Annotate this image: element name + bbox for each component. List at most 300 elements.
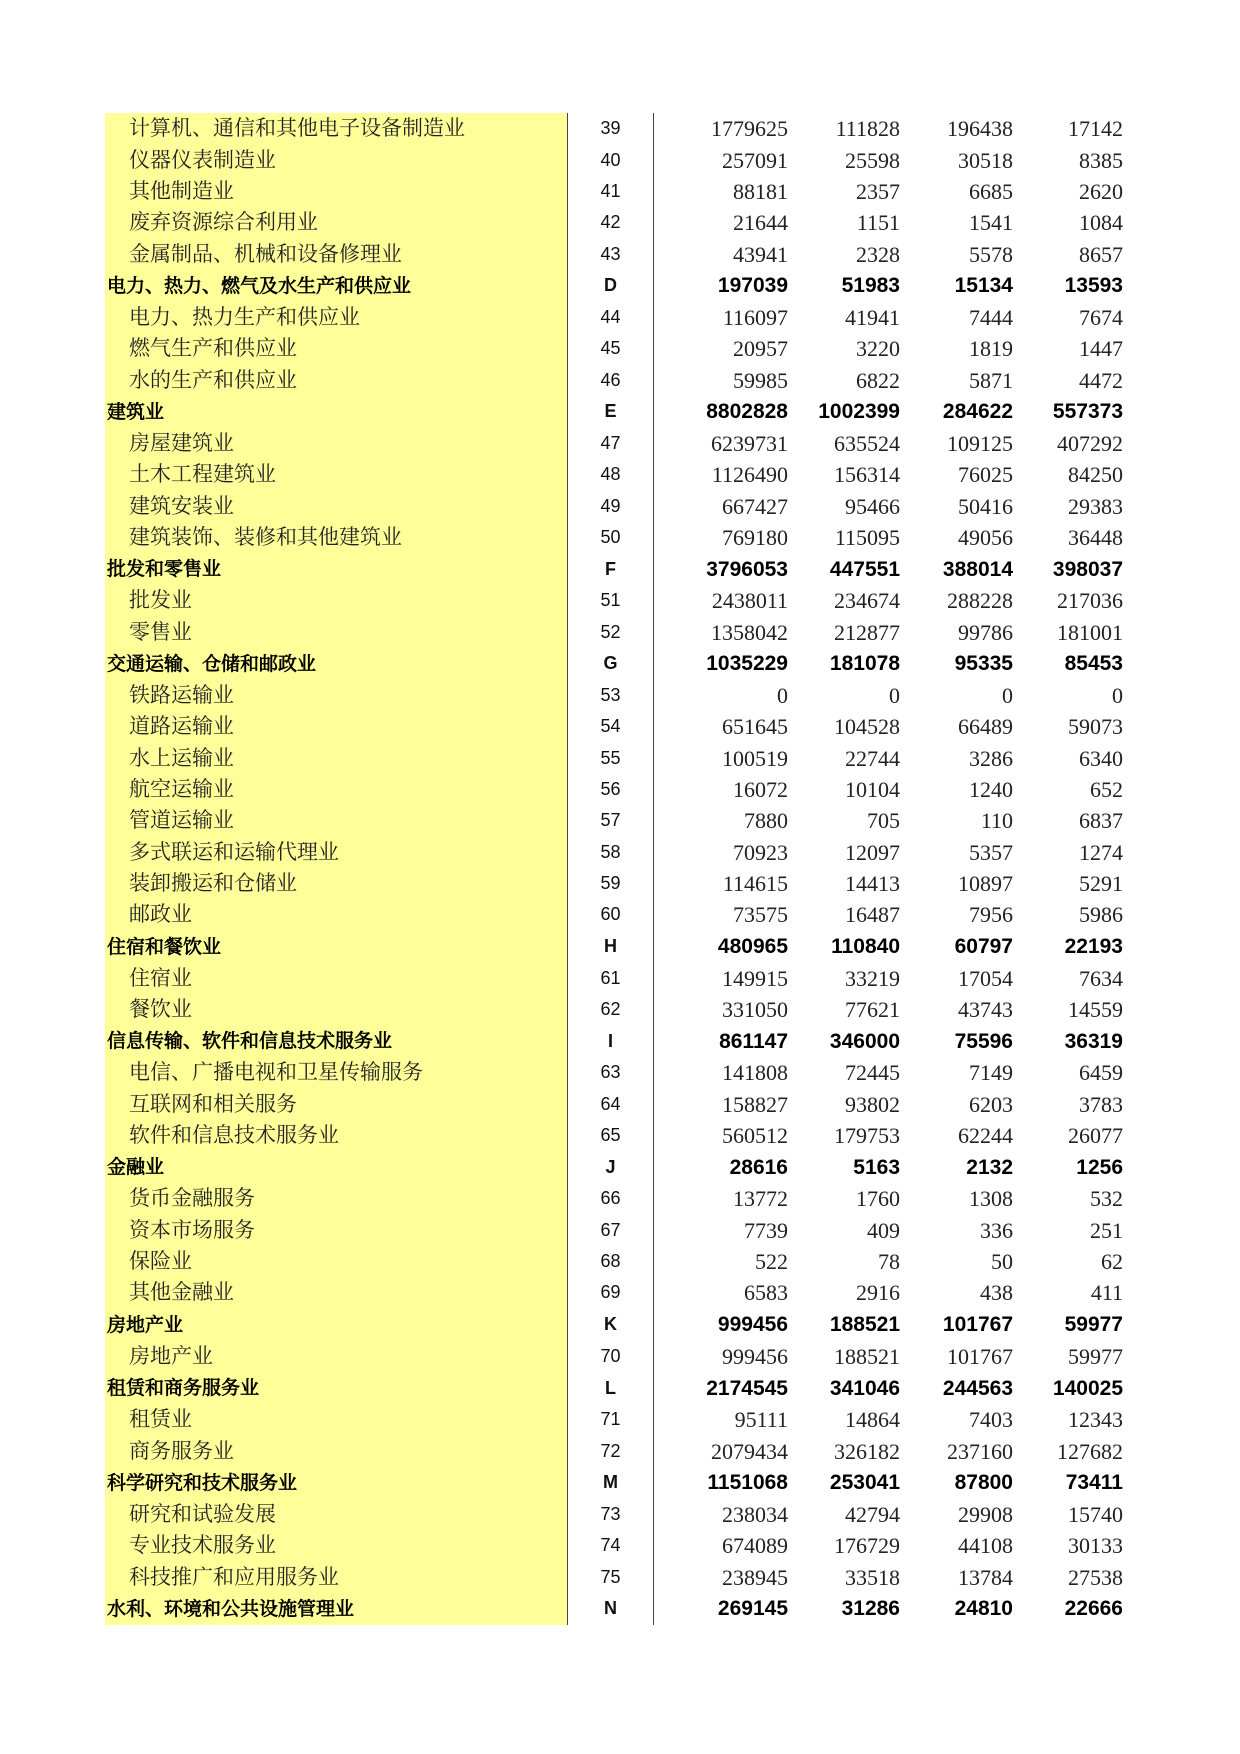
table-row [105,1499,1123,1530]
value-cell-col1: 16072 [733,777,788,803]
industry-code: K [568,1309,654,1341]
value-cell-col1: 141808 [722,1060,788,1086]
industry-name: 水上运输业 [129,745,234,770]
value-cell-col1: 651645 [722,714,788,740]
value-cell-col2: 111828 [835,116,900,142]
table-row [105,711,1123,742]
table-row [105,176,1123,207]
value-cell-col4: 652 [1090,777,1123,803]
industry-name: 航空运输业 [129,777,234,802]
industry-code: 56 [568,774,654,805]
table-row [105,1277,1123,1308]
value-cell-col2: 2328 [856,241,900,267]
industry-name-cell [105,1435,568,1466]
industry-name-cell [105,774,568,805]
industry-name-cell [105,522,568,553]
value-cell-col2: 326182 [834,1438,900,1464]
section-name: 住宿和餐饮业 [107,935,222,958]
section-name: 水利、环境和公共设施管理业 [107,1597,355,1620]
industry-name-cell [105,1057,568,1088]
value-cell-col2: 156314 [834,462,900,488]
value-cell-col4: 12343 [1068,1407,1123,1433]
table-row [105,207,1123,238]
industry-code: 74 [568,1530,654,1561]
table-row [105,837,1123,868]
value-cell-col4: 398037 [1052,557,1123,581]
value-cell-col2: 12097 [845,839,900,865]
industry-name-cell [105,994,568,1025]
table-row [105,113,1123,144]
section-name: 电力、热力、燃气及水生产和供应业 [107,274,412,297]
value-cell-col3: 101767 [947,1343,1013,1369]
industry-statistics-table [105,113,1123,1625]
value-cell-col3: 0 [1002,682,1013,708]
section-name: 建筑业 [107,400,165,423]
value-cell-col3: 5357 [969,839,1013,865]
value-cell-col1: 28616 [729,1155,788,1179]
value-cell-col3: 3286 [969,745,1013,771]
industry-name-cell [105,805,568,836]
industry-code: 65 [568,1120,654,1151]
value-cell-col4: 0 [1112,682,1123,708]
value-cell-col3: 109125 [947,430,1013,456]
industry-name: 金属制品、机械和设备修理业 [129,241,402,266]
industry-code: 73 [568,1499,654,1530]
industry-code: 55 [568,743,654,774]
value-cell-col4: 181001 [1057,619,1123,645]
value-cell-col3: 196438 [947,116,1013,142]
table-row [105,1530,1123,1561]
value-cell-col4: 30133 [1068,1533,1123,1559]
value-cell-col2: 346000 [829,1029,900,1053]
industry-name-cell [105,1277,568,1308]
value-cell-col1: 2438011 [711,588,788,614]
value-cell-col2: 25598 [845,147,900,173]
industry-name-cell [105,1593,568,1625]
value-cell-col3: 66489 [958,714,1013,740]
value-cell-col4: 3783 [1079,1091,1123,1117]
value-cell-col3: 87800 [954,1471,1013,1495]
industry-code: 71 [568,1404,654,1435]
industry-name-cell [105,270,568,302]
value-cell-col3: 336 [980,1217,1013,1243]
value-cell-col3: 76025 [958,462,1013,488]
table-row [105,585,1123,616]
industry-name-cell [105,333,568,364]
industry-name-cell [105,1246,568,1277]
industry-code: 51 [568,585,654,616]
value-cell-col2: 1151 [856,210,900,236]
value-cell-col2: 110840 [831,935,900,959]
value-cell-col3: 7403 [969,1407,1013,1433]
value-cell-col3: 49056 [958,524,1013,550]
value-cell-col4: 15740 [1068,1501,1123,1527]
value-cell-col1: 257091 [722,147,788,173]
value-cell-col3: 1541 [969,210,1013,236]
value-cell-col3: 95335 [954,652,1013,676]
industry-name-cell [105,648,568,680]
value-cell-col4: 6340 [1079,745,1123,771]
value-cell-col2: 188521 [834,1343,900,1369]
industry-name: 其他金融业 [129,1280,234,1305]
industry-code: 66 [568,1183,654,1214]
value-cell-col2: 0 [889,682,900,708]
industry-name-cell [105,1341,568,1372]
value-cell-col3: 5578 [969,241,1013,267]
industry-code: G [568,648,654,680]
table-row [105,1404,1123,1435]
value-cell-col1: 769180 [722,524,788,550]
industry-name-cell [105,1404,568,1435]
value-cell-col2: 33518 [845,1564,900,1590]
value-cell-col4: 22193 [1064,935,1123,959]
industry-name: 燃气生产和供应业 [129,336,297,361]
industry-name: 资本市场服务 [129,1217,255,1242]
value-cell-col4: 26077 [1068,1123,1123,1149]
industry-name-cell [105,1151,568,1183]
industry-name: 餐饮业 [129,997,192,1022]
value-cell-col2: 341046 [829,1376,900,1400]
value-cell-col3: 50416 [958,493,1013,519]
section-row [105,1309,1123,1341]
value-cell-col4: 1274 [1079,839,1123,865]
industry-name-cell [105,1183,568,1214]
industry-name-cell [105,113,568,144]
value-cell-col2: 14413 [845,871,900,897]
industry-name: 其他制造业 [129,178,234,203]
value-cell-col1: 480965 [717,935,788,959]
table-row [105,680,1123,711]
industry-name-cell [105,743,568,774]
table-row [105,522,1123,553]
industry-code: 53 [568,680,654,711]
value-cell-col1: 43941 [733,241,788,267]
section-row [105,648,1123,680]
industry-code: 64 [568,1089,654,1120]
section-row [105,1372,1123,1404]
value-cell-col3: 15134 [954,274,1013,298]
value-cell-col3: 44108 [958,1533,1013,1559]
value-cell-col4: 36319 [1064,1029,1123,1053]
industry-name-cell [105,396,568,428]
value-cell-col1: 2174545 [706,1376,788,1400]
value-cell-col4: 27538 [1068,1564,1123,1590]
value-cell-col1: 70923 [733,839,788,865]
value-cell-col3: 7149 [969,1060,1013,1086]
industry-name-cell [105,1530,568,1561]
industry-name-cell [105,711,568,742]
value-cell-col3: 284622 [942,400,1013,424]
value-cell-col4: 59977 [1068,1343,1123,1369]
industry-code: M [568,1467,654,1499]
value-cell-col1: 20957 [733,336,788,362]
value-cell-col4: 140025 [1052,1376,1123,1400]
value-cell-col1: 100519 [722,745,788,771]
value-cell-col1: 7739 [744,1217,788,1243]
value-cell-col3: 60797 [954,935,1013,959]
industry-name-cell [105,302,568,333]
value-cell-col2: 176729 [834,1533,900,1559]
value-cell-col1: 158827 [722,1091,788,1117]
value-cell-col4: 411 [1090,1280,1123,1306]
table-row [105,1215,1123,1246]
industry-name-cell [105,1372,568,1404]
value-cell-col1: 1126490 [711,462,788,488]
value-cell-col2: 93802 [845,1091,900,1117]
industry-code: 57 [568,805,654,836]
industry-name: 土木工程建筑业 [129,462,276,487]
value-cell-col1: 861147 [719,1029,788,1053]
value-cell-col3: 6203 [969,1091,1013,1117]
value-cell-col2: 635524 [834,430,900,456]
value-cell-col1: 7880 [744,808,788,834]
industry-name-cell [105,364,568,395]
value-cell-col2: 188521 [829,1313,900,1337]
value-cell-col4: 1447 [1079,336,1123,362]
table-row [105,805,1123,836]
industry-name-cell [105,1561,568,1592]
industry-code: 69 [568,1277,654,1308]
value-cell-col3: 1308 [969,1186,1013,1212]
industry-name: 邮政业 [129,902,192,927]
value-cell-col3: 29908 [958,1501,1013,1527]
industry-name-cell [105,490,568,521]
industry-name-cell [105,899,568,930]
industry-code: 43 [568,238,654,269]
industry-name: 住宿业 [129,965,192,990]
table-row [105,616,1123,647]
industry-code: 50 [568,522,654,553]
value-cell-col2: 115095 [834,524,900,550]
value-cell-col2: 2916 [856,1280,900,1306]
value-cell-col4: 127682 [1057,1438,1123,1464]
table-row [105,899,1123,930]
value-cell-col4: 5986 [1079,902,1123,928]
table-row [105,963,1123,994]
industry-code: 75 [568,1561,654,1592]
value-cell-col4: 13593 [1064,274,1123,298]
industry-name: 管道运输业 [129,808,234,833]
industry-code: 49 [568,490,654,521]
value-cell-col4: 6837 [1079,808,1123,834]
industry-code: I [568,1025,654,1057]
value-cell-col4: 1084 [1079,210,1123,236]
industry-name-cell [105,1467,568,1499]
industry-code: 59 [568,868,654,899]
industry-name-cell [105,616,568,647]
value-cell-col2: 212877 [834,619,900,645]
value-cell-col2: 78 [878,1249,900,1275]
industry-code: 67 [568,1215,654,1246]
value-cell-col4: 59073 [1068,714,1123,740]
value-cell-col4: 84250 [1068,462,1123,488]
industry-code: 70 [568,1341,654,1372]
value-cell-col3: 1819 [969,336,1013,362]
value-cell-col3: 10897 [958,871,1013,897]
value-cell-col1: 73575 [733,902,788,928]
value-cell-col2: 409 [867,1217,900,1243]
industry-code: H [568,931,654,963]
industry-code: 61 [568,963,654,994]
value-cell-col4: 2620 [1079,178,1123,204]
industry-name: 租赁业 [129,1407,192,1432]
section-row [105,553,1123,585]
table-row [105,1561,1123,1592]
industry-name: 软件和信息技术服务业 [129,1123,339,1148]
industry-name: 计算机、通信和其他电子设备制造业 [129,116,465,141]
industry-code: 41 [568,176,654,207]
value-cell-col1: 6239731 [711,430,788,456]
industry-code: 39 [568,113,654,144]
value-cell-col1: 269145 [717,1597,788,1621]
value-cell-col3: 17054 [958,965,1013,991]
value-cell-col2: 705 [867,808,900,834]
industry-code: 40 [568,144,654,175]
value-cell-col4: 217036 [1057,588,1123,614]
industry-code: L [568,1372,654,1404]
value-cell-col3: 388014 [942,557,1013,581]
value-cell-col4: 36448 [1068,524,1123,550]
value-cell-col3: 2132 [966,1155,1013,1179]
value-cell-col1: 13772 [733,1186,788,1212]
section-name: 房地产业 [107,1313,184,1336]
value-cell-col4: 557373 [1052,400,1123,424]
value-cell-col4: 59977 [1064,1313,1123,1337]
value-cell-col3: 62244 [958,1123,1013,1149]
value-cell-col4: 6459 [1079,1060,1123,1086]
value-cell-col1: 2079434 [711,1438,788,1464]
value-cell-col1: 116097 [722,304,788,330]
industry-name-cell [105,553,568,585]
value-cell-col2: 16487 [845,902,900,928]
industry-name-cell [105,1089,568,1120]
section-row [105,1025,1123,1057]
value-cell-col1: 21644 [733,210,788,236]
industry-name-cell [105,1120,568,1151]
value-cell-col3: 438 [980,1280,1013,1306]
value-cell-col1: 238945 [722,1564,788,1590]
value-cell-col4: 22666 [1064,1597,1123,1621]
table-row [105,774,1123,805]
value-cell-col1: 674089 [722,1533,788,1559]
value-cell-col3: 101767 [942,1313,1013,1337]
section-name: 租赁和商务服务业 [107,1377,260,1399]
table-row [105,144,1123,175]
value-cell-col1: 0 [777,682,788,708]
value-cell-col1: 667427 [722,493,788,519]
table-row [105,238,1123,269]
value-cell-col1: 114615 [722,871,788,897]
table-row [105,1246,1123,1277]
section-name: 批发和零售业 [107,558,222,581]
value-cell-col2: 104528 [834,714,900,740]
industry-name-cell [105,144,568,175]
industry-name-cell [105,680,568,711]
industry-name-cell [105,868,568,899]
industry-name-cell [105,238,568,269]
value-cell-col1: 95111 [734,1407,788,1433]
value-cell-col3: 237160 [947,1438,1013,1464]
table-row [105,364,1123,395]
industry-name: 装卸搬运和仓储业 [129,871,297,896]
value-cell-col3: 50 [991,1249,1013,1275]
industry-name: 房屋建筑业 [129,430,234,455]
value-cell-col1: 522 [755,1249,788,1275]
industry-code: N [568,1593,654,1625]
value-cell-col4: 251 [1090,1217,1123,1243]
value-cell-col1: 1151068 [707,1471,788,1495]
value-cell-col1: 6583 [744,1280,788,1306]
value-cell-col1: 88181 [733,178,788,204]
value-cell-col3: 7956 [969,902,1013,928]
industry-name: 房地产业 [129,1343,213,1368]
industry-name-cell [105,837,568,868]
value-cell-col2: 33219 [845,965,900,991]
industry-name: 专业技术服务业 [129,1533,276,1558]
value-cell-col2: 253041 [829,1471,900,1495]
industry-name: 研究和试验发展 [129,1501,276,1526]
table-row [105,1341,1123,1372]
industry-name-cell [105,931,568,963]
value-cell-col4: 5291 [1079,871,1123,897]
industry-name: 水的生产和供应业 [129,367,297,392]
value-cell-col3: 24810 [954,1597,1013,1621]
industry-code: 58 [568,837,654,868]
value-cell-col4: 29383 [1068,493,1123,519]
table-row [105,459,1123,490]
industry-code: 42 [568,207,654,238]
value-cell-col1: 59985 [733,367,788,393]
value-cell-col2: 22744 [845,745,900,771]
value-cell-col4: 17142 [1068,116,1123,142]
industry-name: 建筑装饰、装修和其他建筑业 [129,524,402,549]
value-cell-col4: 532 [1090,1186,1123,1212]
value-cell-col4: 85453 [1064,652,1123,676]
section-name: 交通运输、仓储和邮政业 [107,652,317,675]
industry-name: 货币金融服务 [129,1186,255,1211]
industry-name: 互联网和相关服务 [129,1091,297,1116]
section-row [105,1467,1123,1499]
value-cell-col2: 5163 [853,1155,900,1179]
value-cell-col1: 197039 [717,274,788,298]
value-cell-col2: 10104 [845,777,900,803]
value-cell-col4: 1256 [1076,1155,1123,1179]
section-row [105,931,1123,963]
industry-name-cell [105,963,568,994]
value-cell-col3: 244563 [942,1376,1013,1400]
value-cell-col3: 6685 [969,178,1013,204]
value-cell-col1: 1779625 [711,116,788,142]
value-cell-col2: 234674 [834,588,900,614]
industry-code: D [568,270,654,302]
industry-name: 科技推广和应用服务业 [129,1564,339,1589]
table-row [105,490,1123,521]
industry-name: 仪器仪表制造业 [129,147,276,172]
value-cell-col4: 7634 [1079,965,1123,991]
value-cell-col2: 77621 [845,997,900,1023]
value-cell-col2: 1760 [856,1186,900,1212]
industry-code: 63 [568,1057,654,1088]
value-cell-col2: 181078 [829,652,900,676]
value-cell-col1: 999456 [717,1313,788,1337]
value-cell-col4: 7674 [1079,304,1123,330]
table-row [105,1120,1123,1151]
section-name: 科学研究和技术服务业 [107,1471,298,1494]
industry-name-cell [105,1499,568,1530]
value-cell-col3: 288228 [947,588,1013,614]
value-cell-col4: 4472 [1079,367,1123,393]
industry-name: 道路运输业 [129,714,234,739]
